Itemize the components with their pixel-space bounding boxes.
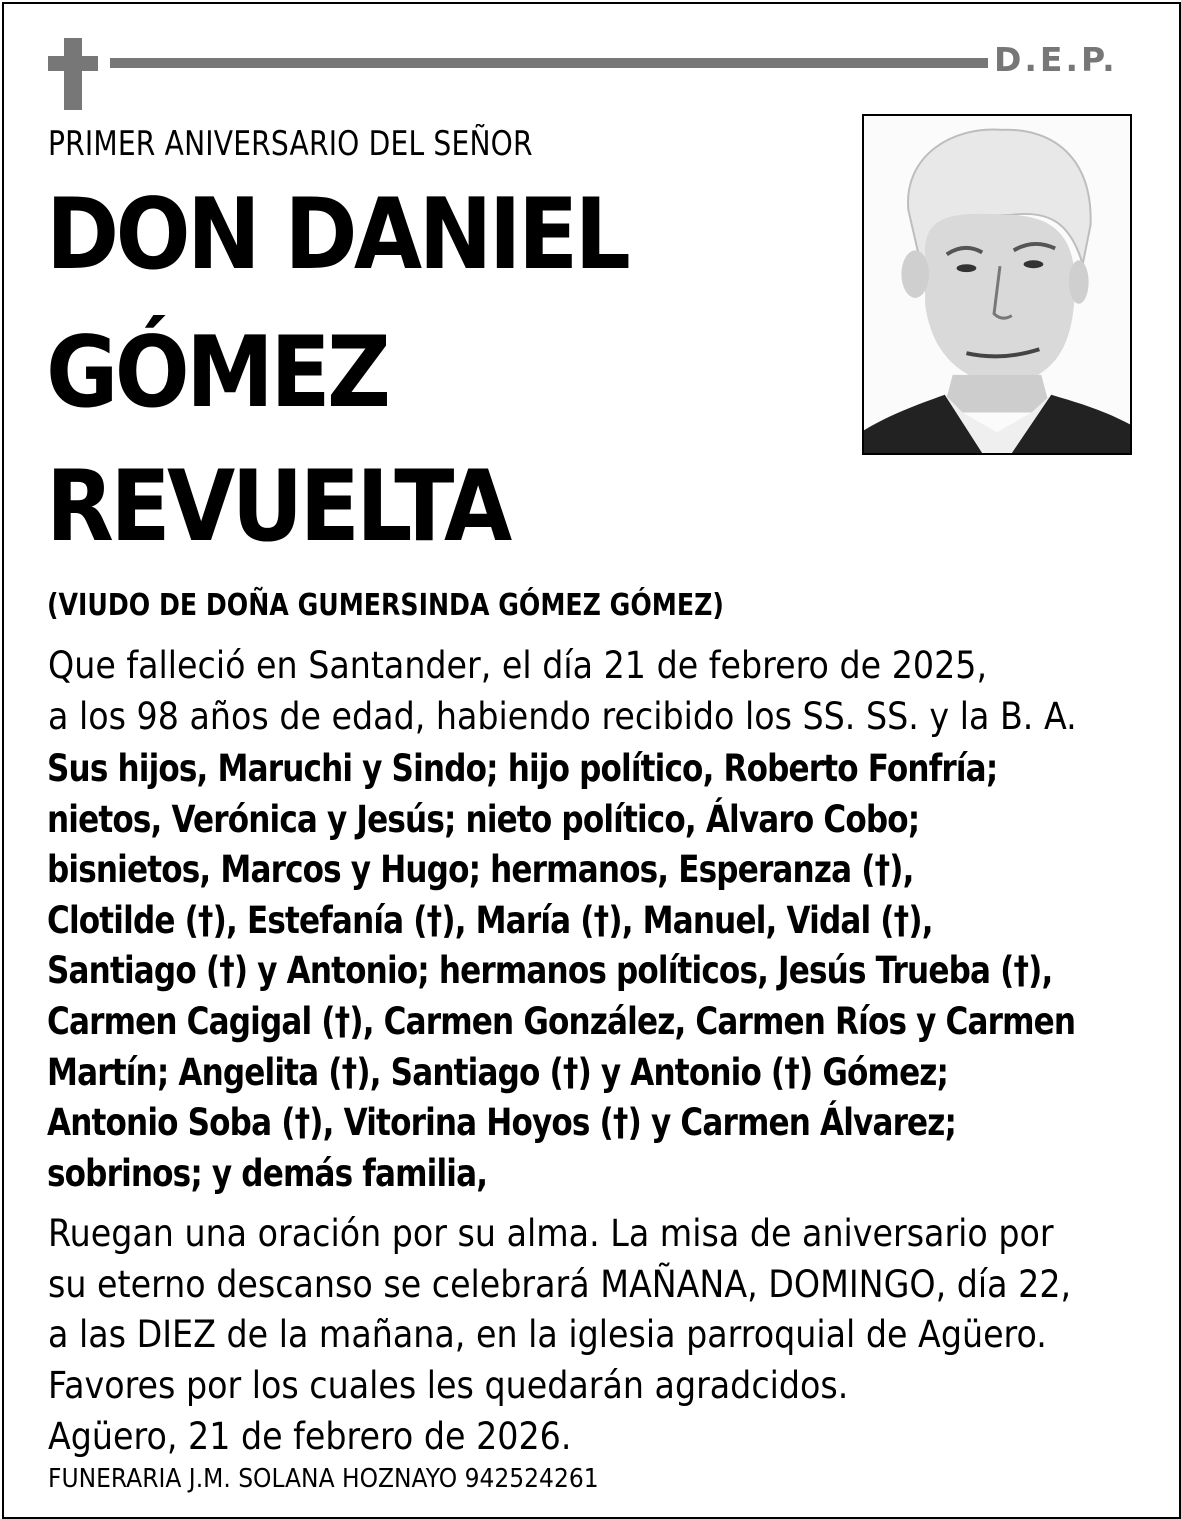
family-line: Antonio Soba (†), Vitorina Hoyos (†) y Carmen Álvarez; (47, 1101, 957, 1145)
prayer-line: Favores por los cuales les quedarán agradcidos. (48, 1363, 849, 1407)
header-rule (110, 58, 988, 68)
family-line: Clotilde (†), Estefanía (†), María (†), Manuel, Vidal (†), (47, 898, 933, 942)
death-line: a los 98 años de edad, habiendo recibido los SS. SS. y la B. A. (48, 694, 1077, 738)
portrait-photo (862, 114, 1132, 455)
cross-icon (48, 38, 98, 110)
prayer-line: su eterno descanso se celebrará MAÑANA, DOMINGO, día 22, (48, 1262, 1072, 1306)
death-notice (48, 640, 1077, 741)
family-list (47, 744, 1075, 1199)
prayer-text (48, 1208, 1071, 1410)
prayer-line: Ruegan una oración por su alma. La misa de aniversario por (48, 1212, 1054, 1255)
family-line: Carmen Cagigal (†), Carmen González, Carmen Ríos y Carmen (47, 999, 1076, 1043)
funeral-home: FUNERARIA J.M. SOLANA HOZNAYO 942524261 (48, 1464, 599, 1494)
family-line: bisnietos, Marcos y Hugo; hermanos, Esperanza (†), (47, 848, 914, 892)
prayer-line: a las DIEZ de la mañana, en la iglesia parroquial de Agüero. (48, 1313, 1047, 1357)
dep-label: D.E.P. (994, 40, 1118, 79)
family-line: sobrinos; y demás familia, (47, 1151, 488, 1195)
name-line-1: DON DANIEL (46, 178, 628, 292)
family-line: nietos, Verónica y Jesús; nieto político, Álvaro Cobo; (47, 797, 920, 841)
name-line-3: REVUELTA (46, 450, 509, 564)
family-line: Martín; Angelita (†), Santiago (†) y Antonio (†) Gómez; (47, 1050, 949, 1094)
death-line: Que falleció en Santander, el día 21 de febrero de 2025, (48, 644, 988, 687)
name-line-2: GÓMEZ (46, 316, 388, 430)
family-line: Sus hijos, Maruchi y Sindo; hijo político, Roberto Fonfría; (47, 747, 998, 790)
widow-of: (VIUDO DE DOÑA GUMERSINDA GÓMEZ GÓMEZ) (47, 588, 724, 623)
family-line: Santiago (†) y Antonio; hermanos políticos, Jesús Trueba (†), (47, 949, 1053, 993)
pre-title: PRIMER ANIVERSARIO DEL SEÑOR (48, 124, 533, 164)
place-date: Agüero, 21 de febrero de 2026. (48, 1415, 572, 1458)
